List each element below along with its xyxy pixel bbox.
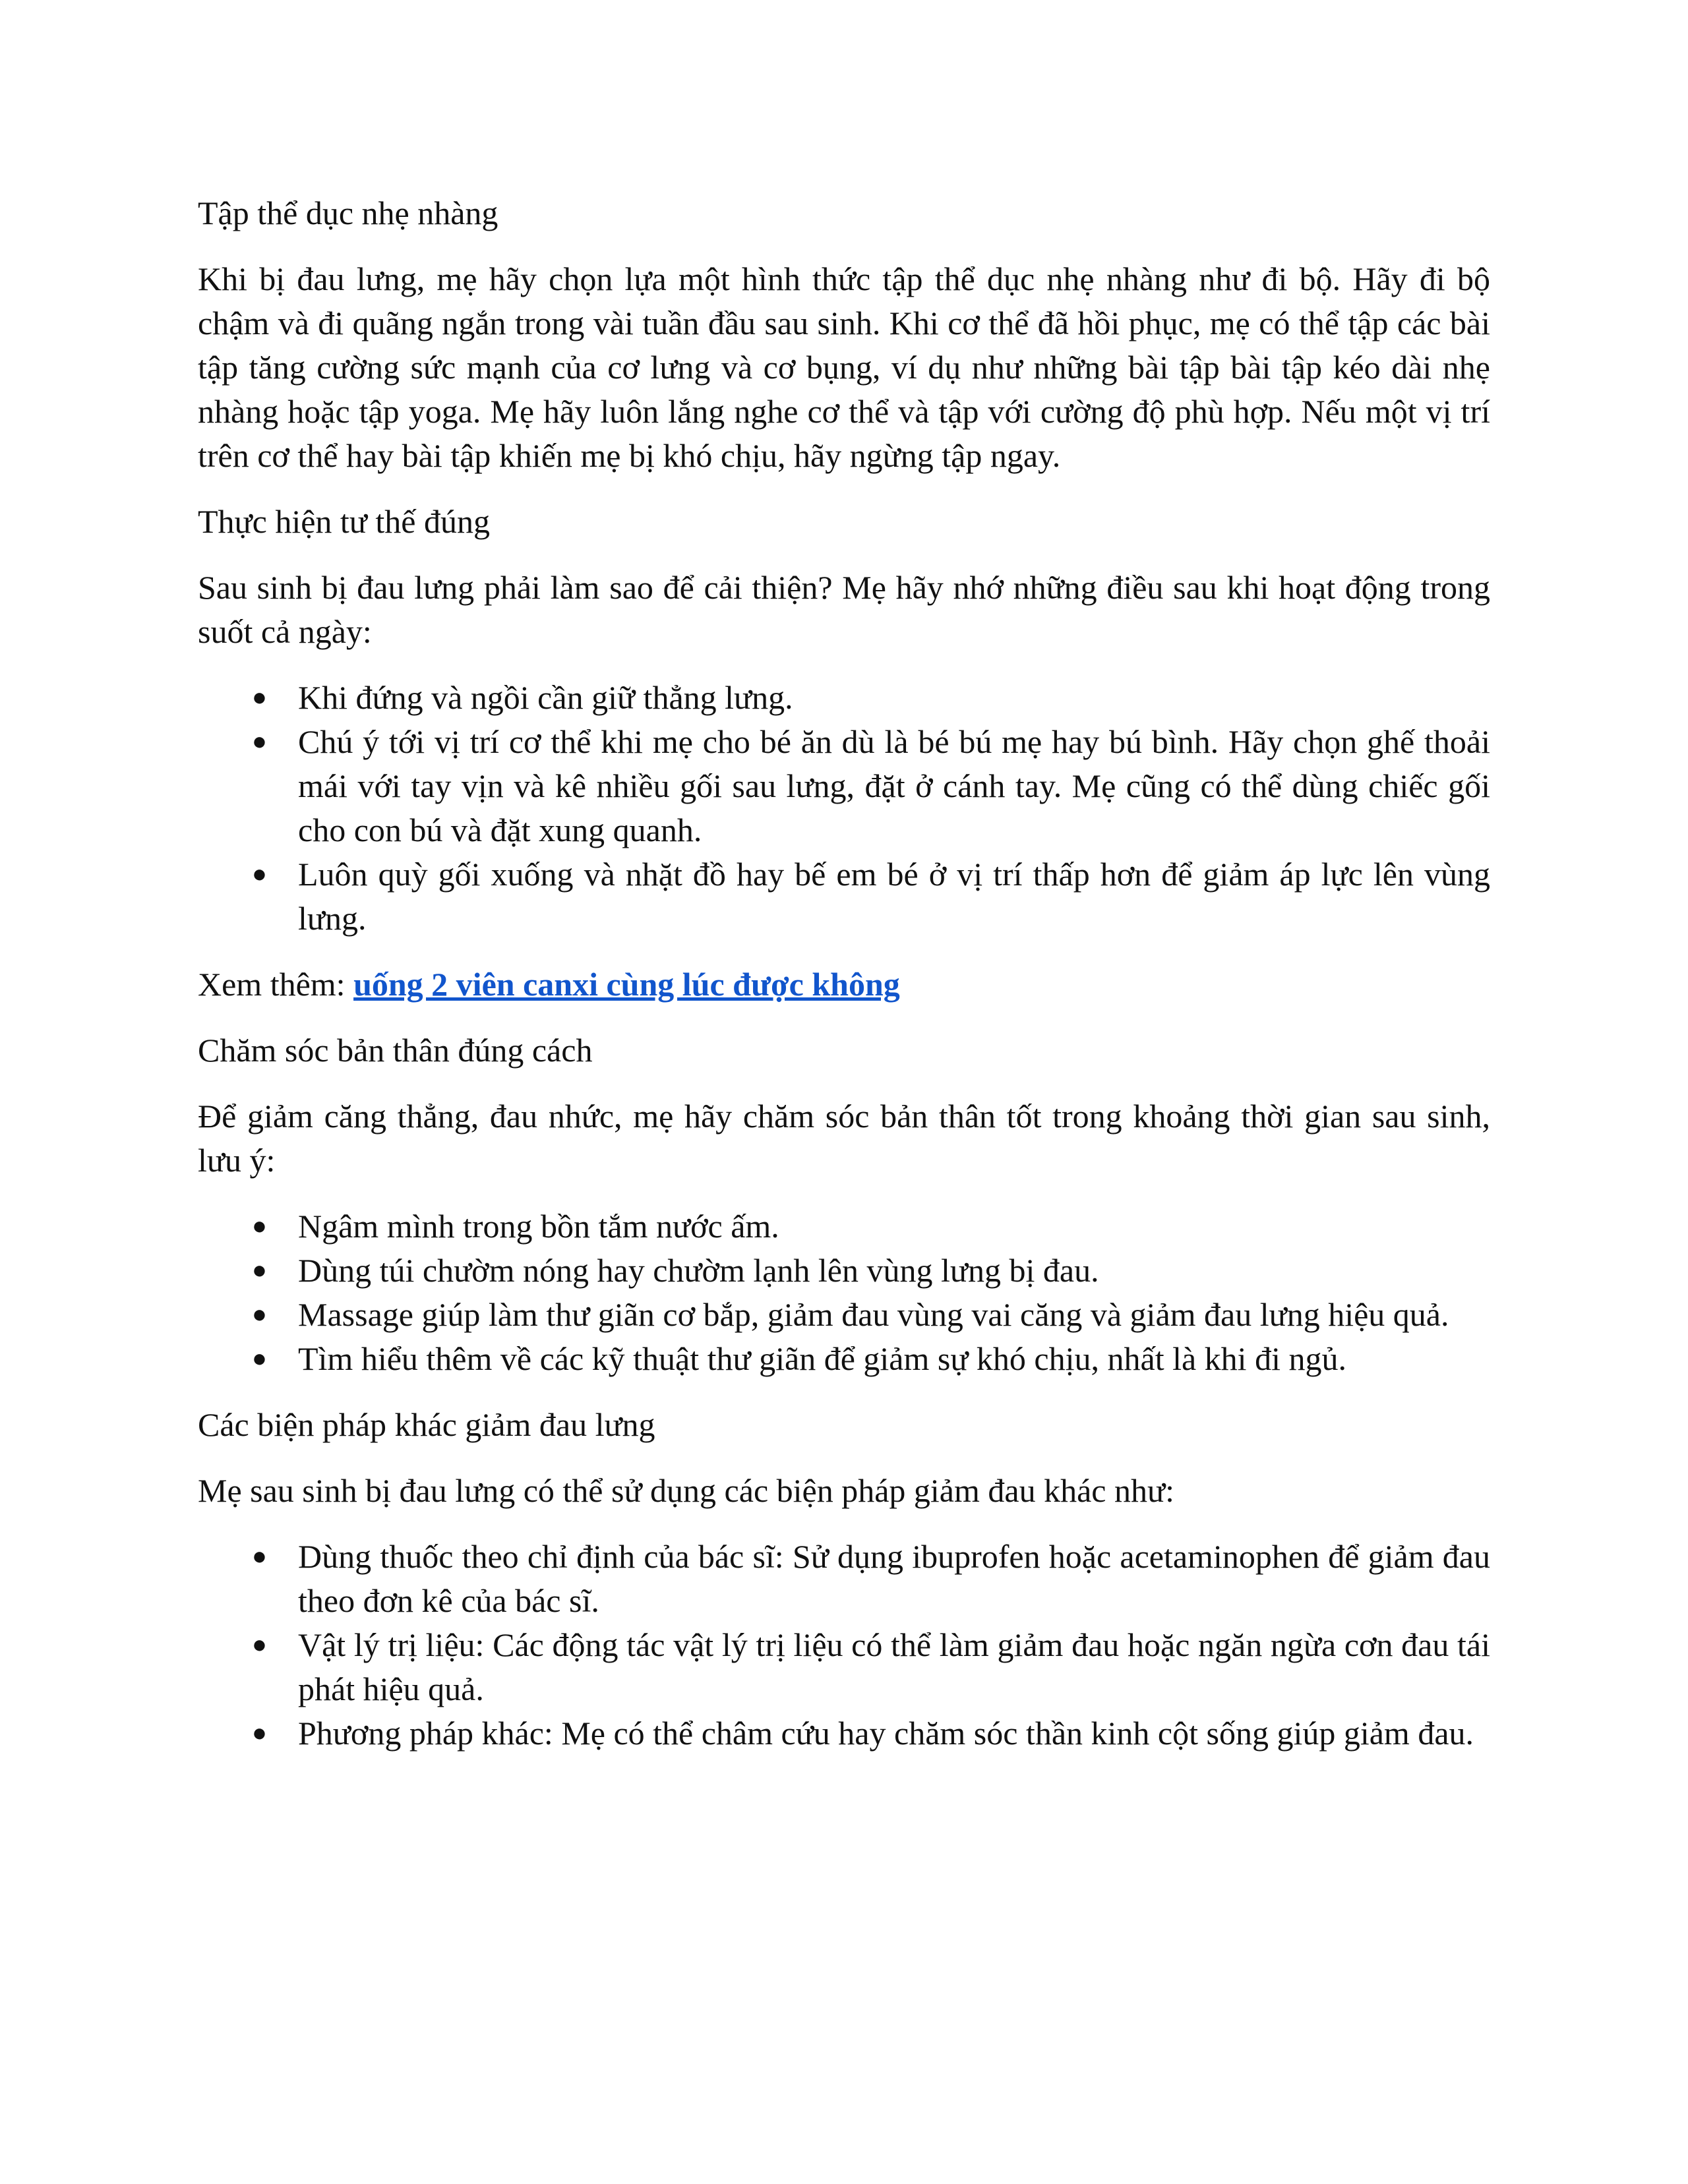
posture-list [198, 676, 1490, 941]
paragraph-other-remedies: Mẹ sau sinh bị đau lưng có thể sử dụng các biện pháp giảm đau khác như: [198, 1472, 1174, 1509]
self-care-list [198, 1204, 1490, 1381]
document-page [198, 191, 1490, 1777]
bullet-icon: ● [252, 860, 267, 888]
bullet-icon: ● [252, 684, 267, 711]
see-also-label: Xem thêm: [198, 966, 354, 1003]
list-item: ● Dùng túi chườm nóng hay chườm lạnh lên vùng lưng bị đau. [298, 1249, 1490, 1293]
see-also-link[interactable]: uống 2 viên canxi cùng lúc được không [353, 966, 900, 1003]
other-remedies-list [198, 1535, 1490, 1756]
list-item: ● Tìm hiểu thêm về các kỹ thuật thư giãn để giảm sự khó chịu, nhất là khi đi ngủ. [298, 1337, 1490, 1381]
list-item: ● Phương pháp khác: Mẹ có thể châm cứu hay chăm sóc thần kinh cột sống giúp giảm đau. [298, 1711, 1490, 1756]
bullet-icon: ● [252, 1345, 267, 1372]
bullet-icon: ● [252, 1719, 267, 1747]
bullet-icon: ● [252, 1301, 267, 1328]
section-heading-exercise: Tập thể dục nhẹ nhàng [198, 194, 498, 231]
bullet-icon: ● [252, 728, 267, 755]
section-heading-other-remedies: Các biện pháp khác giảm đau lưng [198, 1406, 655, 1443]
list-item: ● Massage giúp làm thư giãn cơ bắp, giảm đau vùng vai căng và giảm đau lưng hiệu quả. [298, 1293, 1490, 1337]
list-item: ● Vật lý trị liệu: Các động tác vật lý trị liệu có thể làm giảm đau hoặc ngăn ngừa cơn đau tái phát hiệu quả. [298, 1623, 1490, 1711]
section-heading-posture: Thực hiện tư thế đúng [198, 503, 490, 540]
bullet-icon: ● [252, 1631, 267, 1659]
list-item: ● Ngâm mình trong bồn tắm nước ấm. [298, 1204, 1490, 1249]
section-heading-self-care: Chăm sóc bản thân đúng cách [198, 1032, 593, 1069]
paragraph-self-care: Để giảm căng thẳng, đau nhức, mẹ hãy chăm sóc bản thân tốt trong khoảng thời gian sau sinh, lưu ý: [198, 1098, 1490, 1179]
paragraph-posture: Sau sinh bị đau lưng phải làm sao để cải thiện? Mẹ hãy nhớ những điều sau khi hoạt động trong suốt cả ngày: [198, 569, 1490, 650]
list-item: ● Luôn quỳ gối xuống và nhặt đồ hay bế em bé ở vị trí thấp hơn để giảm áp lực lên vùng lưng. [298, 852, 1490, 941]
bullet-icon: ● [252, 1212, 267, 1240]
bullet-icon: ● [252, 1543, 267, 1570]
bullet-icon: ● [252, 1256, 267, 1284]
paragraph-exercise: Khi bị đau lưng, mẹ hãy chọn lựa một hình thức tập thể dục nhẹ nhàng như đi bộ. Hãy đi bộ chậm và đi quãng ngắn trong vài tuần đầu sau sinh. Khi cơ thể đã hồi phục, mẹ có thể tập các bài tập tăng cường sức mạnh của cơ lưng và cơ bụng, ví dụ như những bài tập bài tập kéo dài nhẹ nhàng hoặc tập yoga. Mẹ hãy luôn lắng nghe cơ thể và tập với cường độ phù hợp. Nếu một vị trí trên cơ thể hay bài tập khiến mẹ bị khó chịu, hãy ngừng tập ngay. [198, 260, 1490, 474]
list-item: ● Dùng thuốc theo chỉ định của bác sĩ: Sử dụng ibuprofen hoặc acetaminophen để giảm đau theo đơn kê của bác sĩ. [298, 1535, 1490, 1623]
list-item: ● Khi đứng và ngồi cần giữ thẳng lưng. [298, 676, 1490, 720]
see-also [198, 962, 1490, 1007]
list-item: ● Chú ý tới vị trí cơ thể khi mẹ cho bé ăn dù là bé bú mẹ hay bú bình. Hãy chọn ghế thoải mái với tay vịn và kê nhiều gối sau lưng, đặt ở cánh tay. Mẹ cũng có thể dùng chiếc gối cho con bú và đặt xung quanh. [298, 720, 1490, 852]
